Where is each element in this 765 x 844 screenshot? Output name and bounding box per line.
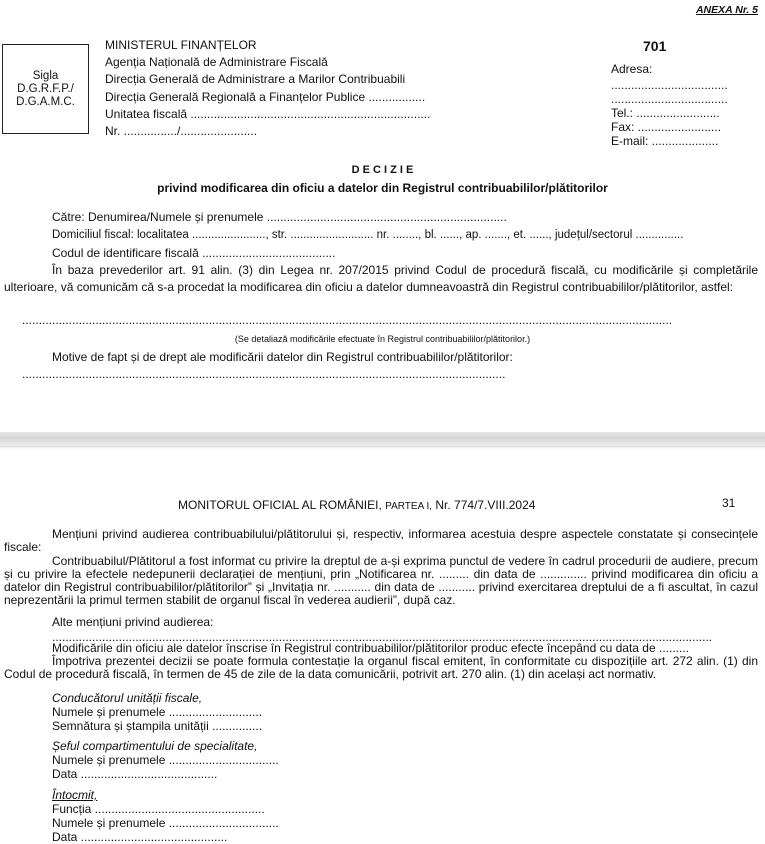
header-line: MINISTERUL FINANȚELOR [105, 38, 257, 52]
header-line: Nr. ................/....................... [105, 124, 258, 138]
address-label: Adresa: [611, 62, 653, 76]
seal-line: D.G.R.F.P./ [17, 82, 74, 95]
header-line: Direcția Generală de Administrare a Marilor Contribuabili [105, 72, 406, 86]
seal-box [2, 44, 89, 134]
head-of-unit-name: Numele și prenumele ............................ [52, 705, 263, 719]
prepared-by-name: Numele și prenumele ................................. [52, 816, 279, 830]
seal-line: Sigla [32, 69, 59, 82]
prepared-by-function: Funcția ................................................... [52, 802, 265, 816]
hearing-mentions-paragraph: Mențiuni privind audierea contribuabilului/plătitorului și, respectiv, informarea acestuia despre aspectele constatate și consecințele fiscale: [4, 527, 758, 554]
head-of-unit-signature: Semnătura și ștampila unității ............... [52, 719, 263, 733]
page-number: 31 [722, 496, 736, 510]
modifications-dotted-line: ................................................................................................................................................................................................... [22, 313, 673, 327]
page-separator [0, 432, 765, 446]
page-separator-shadow [0, 446, 765, 449]
fax-field: Fax: ......................... [611, 120, 722, 134]
gazette-title: MONITORUL OFICIAL AL ROMÂNIEI, [178, 498, 382, 512]
gazette-header [178, 498, 535, 512]
phone-field: Tel.: ......................... [611, 106, 720, 120]
legal-basis-paragraph: În baza prevederilor art. 91 alin. (3) din Legea nr. 207/2015 privind Codul de procedură fiscală, cu modificările și completările ulterioare, vă comunicăm că s-a procedat la modificarea din oficiu a datelor dumneavoastră din Registrul contribuabililor/plătitorilor, astfel: [4, 263, 758, 294]
other-mentions-label: Alte mențiuni privind audierea: [52, 615, 214, 629]
department-head-title: Șeful compartimentului de specialitate, [52, 739, 258, 753]
annex-label: ANEXA Nr. 5 [695, 4, 758, 16]
other-mentions-dots: ...................................................................................................................................................................................................... [52, 630, 713, 644]
prepared-by-title: Întocmit, [52, 788, 98, 802]
decision-subtitle: privind modificarea din oficiu a datelor din Registrul contribuabililor/plătitorilor [157, 181, 608, 195]
appeal-paragraph: Împotriva prezentei decizii se poate formula contestație la organul fiscal emitent, în conformitate cu dispozițiile art. 272 alin. (1) din Codul de procedură fiscală, în termen de 45 de zile de la data comunicării, potrivit art. 270 alin. (1) din același act normativ. [4, 654, 758, 681]
information-paragraph: Contribuabilul/Plătitorul a fost informat cu privire la dreptul de a-și exprima punctul de vedere în cadrul procedurii de audiere, precum și cu privire la efectele nedepunerii declarației de mențiuni, prin „Notificarea nr. ......... din data de .............. privind modificarea din oficiu a datelor din Registrul contribuabililor/plătitorilor” și „Invitația nr. ........... din data de ........... privind exercitarea dreptului de a fi ascultat, în cazul neprezentării la primul termen stabilit de organul fiscal în vederea audierii”, după caz. [4, 554, 758, 607]
header-line: Unitatea fiscală ........................................................................ [105, 107, 431, 121]
header-line: Direcția Generală Regională a Finanțelor Publice ................. [105, 90, 426, 104]
department-head-date: Data ......................................... [52, 767, 218, 781]
form-number: 701 [643, 38, 667, 54]
department-head-name: Numele și prenumele ................................. [52, 753, 279, 767]
header-line: Agenția Națională de Administrare Fiscală [105, 55, 328, 69]
prepared-by-date: Data ............................................ [52, 830, 228, 844]
seal-line: D.G.A.M.C. [16, 95, 75, 108]
address-dots: ................................... [611, 78, 728, 92]
effect-date-line: Modificările din oficiu ale datelor înscrise în Registrul contribuabililor/plătitorilor produc efecte începând cu data de ......... [52, 641, 689, 655]
head-of-unit-title: Conducătorul unității fiscale, [52, 691, 203, 705]
email-field: E-mail: .................... [611, 134, 719, 148]
fiscal-code-line: Codul de identificare fiscală ........................................ [52, 246, 336, 260]
recipient-name-line: Către: Denumirea/Numele și prenumele ........................................................................ [52, 210, 507, 224]
address-dots: ................................... [611, 92, 728, 106]
decision-title: D E C I Z I E [351, 164, 414, 176]
reasons-dotted-line: ................................................................................................................................................. [22, 367, 506, 381]
reasons-label: Motive de fapt și de drept ale modificării datelor din Registrul contribuabililor/plătitorilor: [52, 350, 513, 364]
modifications-note: (Se detaliază modificările efectuate în Registrul contribuabililor/plătitorilor.) [234, 334, 531, 344]
gazette-part: PARTEA I, [385, 501, 433, 512]
fiscal-domicile-line: Domiciliul fiscal: localitatea ......................., str. .......................... nr. ........, bl. ......, ap. ......., et. ......, județul/sectorul ............... [52, 229, 684, 241]
gazette-number: Nr. 774/7.VIII.2024 [435, 498, 536, 512]
